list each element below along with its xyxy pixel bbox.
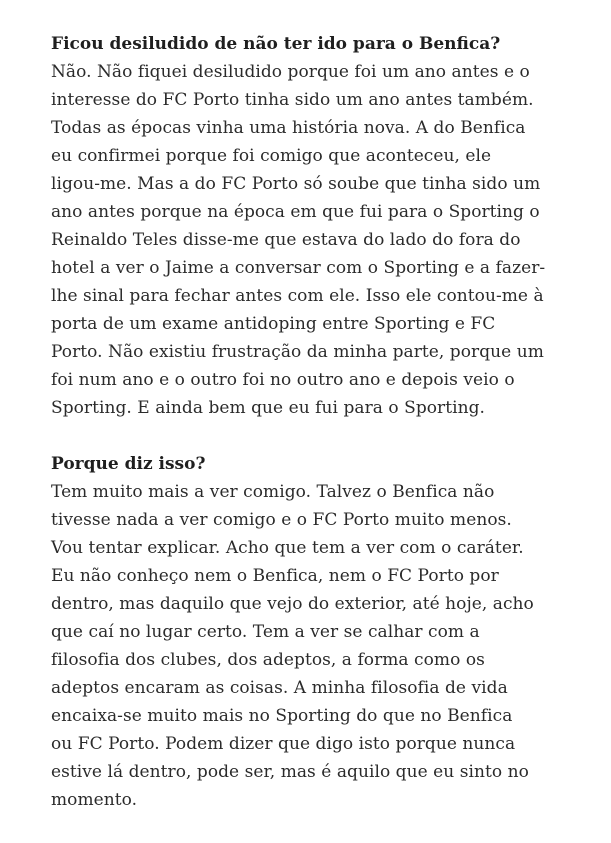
question-heading: Ficou desiludido de não ter ido para o Benfica?	[51, 34, 501, 54]
answer-line: estive lá dentro, pode ser, mas é aquilo que eu sinto no	[51, 762, 529, 782]
answer-line: tivesse nada a ver comigo e o FC Porto muito menos.	[51, 510, 512, 530]
answer-paragraph	[51, 478, 581, 814]
answer-line: momento.	[51, 790, 138, 810]
qa-section-1	[51, 30, 581, 422]
answer-line: Tem muito mais a ver comigo. Talvez o Benfica não	[51, 482, 495, 502]
qa-section-2	[51, 450, 581, 814]
answer-line: Não. Não fiquei desiludido porque foi um ano antes e o	[51, 62, 530, 82]
answer-line: hotel a ver o Jaime a conversar com o Sporting e a fazer-	[51, 258, 546, 278]
answer-line: Vou tentar explicar. Acho que tem a ver com o caráter.	[51, 538, 524, 558]
article-body	[51, 30, 581, 814]
answer-line: dentro, mas daquilo que vejo do exterior, até hoje, acho	[51, 594, 534, 614]
answer-line: porta de um exame antidoping entre Sporting e FC	[51, 314, 496, 334]
answer-line: Todas as épocas vinha uma história nova. A do Benfica	[51, 118, 526, 138]
answer-line: foi num ano e o outro foi no outro ano e depois veio o	[51, 370, 515, 390]
answer-line: ano antes porque na época em que fui para o Sporting o	[51, 202, 540, 222]
answer-line: ou FC Porto. Podem dizer que digo isto porque nunca	[51, 734, 516, 754]
answer-line: eu confirmei porque foi comigo que aconteceu, ele	[51, 146, 492, 166]
answer-line: Reinaldo Teles disse-me que estava do lado do fora do	[51, 230, 521, 250]
answer-line: ligou-me. Mas a do FC Porto só soube que tinha sido um	[51, 174, 541, 194]
answer-line: Porto. Não existiu frustração da minha parte, porque um	[51, 342, 544, 362]
answer-line: encaixa-se muito mais no Sporting do que no Benfica	[51, 706, 513, 726]
answer-line: Eu não conheço nem o Benfica, nem o FC Porto por	[51, 566, 499, 586]
answer-line: lhe sinal para fechar antes com ele. Isso ele contou-me à	[51, 286, 544, 306]
answer-line: filosofia dos clubes, dos adeptos, a forma como os	[51, 650, 485, 670]
answer-line: interesse do FC Porto tinha sido um ano antes também.	[51, 90, 534, 110]
answer-paragraph	[51, 58, 581, 422]
answer-line: adeptos encaram as coisas. A minha filosofia de vida	[51, 678, 508, 698]
answer-line: que caí no lugar certo. Tem a ver se calhar com a	[51, 622, 480, 642]
question-heading: Porque diz isso?	[51, 454, 206, 474]
answer-line: Sporting. E ainda bem que eu fui para o Sporting.	[51, 398, 485, 418]
